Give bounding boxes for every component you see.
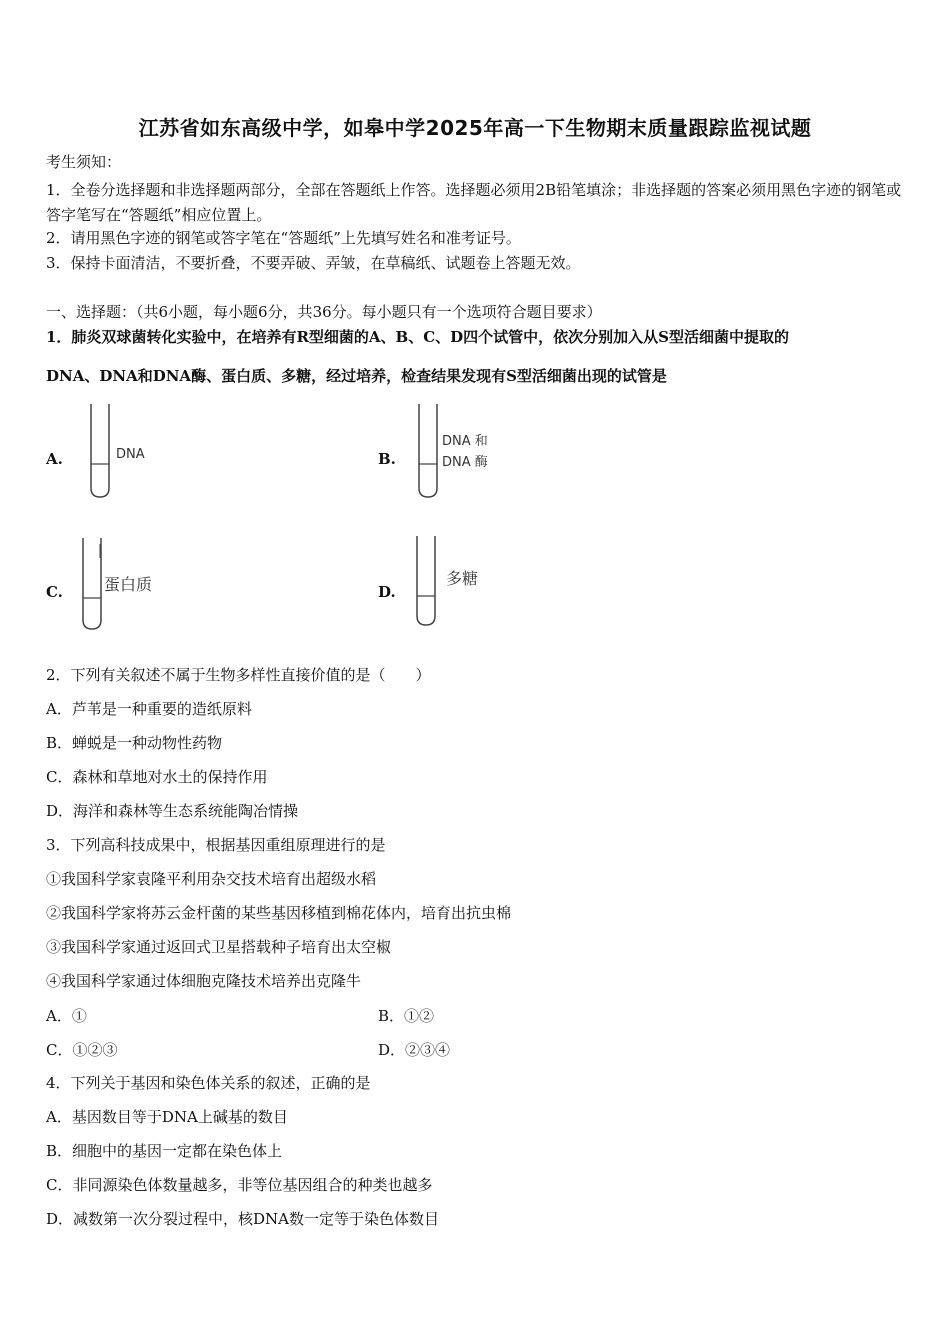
test-tube-icon [416, 402, 506, 500]
q4-option-b: B．细胞中的基因一定都在染色体上 [46, 1142, 283, 1160]
q2-option-b: B．蝉蜕是一种动物性药物 [46, 734, 223, 752]
tube-c-label: 蛋白质 [104, 575, 153, 594]
tube-b-label-1: DNA 和 [442, 434, 488, 449]
q4-option-c: C．非同源染色体数量越多，非等位基因组合的种类也越多 [46, 1176, 433, 1194]
q1-tube-a [88, 402, 168, 500]
q2-option-d: D．海洋和森林等生态系统能陶冶情操 [46, 802, 299, 820]
notice-heading: 考生须知： [46, 153, 122, 171]
notice-item-3: 3．保持卡面清洁，不要折叠，不要弄破、弄皱，在草稿纸、试题卷上答题无效。 [46, 254, 581, 272]
q3-item-2: ②我国科学家将苏云金杆菌的某些基因移植到棉花体内，培育出抗虫棉 [46, 904, 512, 922]
q3-option-b: B．①② [378, 1007, 435, 1025]
q1-tube-d [414, 534, 504, 630]
q3-stem: 3．下列高科技成果中，根据基因重组原理进行的是 [46, 836, 386, 854]
q3-option-c: C．①②③ [46, 1041, 118, 1059]
q3-item-1: ①我国科学家袁隆平利用杂交技术培育出超级水稻 [46, 870, 377, 888]
q2-stem: 2．下列有关叙述不属于生物多样性直接价值的是（ ） [46, 666, 431, 684]
test-tube-icon [88, 402, 168, 500]
q1-stem-line1: 1．肺炎双球菌转化实验中，在培养有R型细菌的A、B、C、D四个试管中，依次分别加入从S型活细菌中提取的 [46, 328, 790, 346]
test-tube-icon [414, 534, 504, 630]
q3-item-4: ④我国科学家通过体细胞克隆技术培养出克隆牛 [46, 972, 362, 990]
page-title: 江苏省如东高级中学，如皋中学2025年高一下生物期末质量跟踪监视试题 [138, 116, 812, 140]
section-heading: 一、选择题：（共6小题，每小题6分，共36分。每小题只有一个选项符合题目要求） [46, 303, 602, 321]
q1-option-d-label: D. [378, 583, 396, 601]
tube-d-label: 多糖 [446, 569, 479, 588]
q1-tube-b [416, 402, 506, 500]
q4-option-d: D．减数第一次分裂过程中，核DNA数一定等于染色体数目 [46, 1210, 440, 1228]
q1-option-c-label: C. [46, 583, 63, 601]
q3-item-3: ③我国科学家通过返回式卫星搭载种子培育出太空椒 [46, 938, 392, 956]
q1-option-b-label: B. [378, 450, 396, 468]
q3-option-a: A．① [46, 1007, 87, 1025]
q1-tube-c [80, 536, 180, 634]
q1-stem-line2: DNA、DNA和DNA酶、蛋白质、多糖，经过培养，检查结果发现有S型活细菌出现的试管是 [46, 367, 667, 385]
tube-b-label-2: DNA 酶 [442, 455, 488, 470]
q4-stem: 4．下列关于基因和染色体关系的叙述，正确的是 [46, 1074, 371, 1092]
notice-item-2: 2．请用黑色字迹的钢笔或答字笔在“答题纸”上先填写姓名和准考证号。 [46, 229, 521, 247]
q2-option-a: A．芦苇是一种重要的造纸原料 [46, 700, 252, 718]
test-tube-icon [80, 536, 180, 634]
q3-option-d: D．②③④ [378, 1041, 451, 1059]
tube-a-label: DNA [116, 447, 145, 462]
notice-item-1: 1．全卷分选择题和非选择题两部分，全部在答题纸上作答。选择题必须用2B铅笔填涂；非选择题的答案必须用黑色字迹的钢笔或答字笔写在“答题纸”相应位置上。 [46, 181, 902, 224]
q2-option-c: C．森林和草地对水土的保持作用 [46, 768, 268, 786]
q4-option-a: A．基因数目等于DNA上碱基的数目 [46, 1108, 288, 1126]
q1-option-a-label: A. [46, 450, 63, 468]
